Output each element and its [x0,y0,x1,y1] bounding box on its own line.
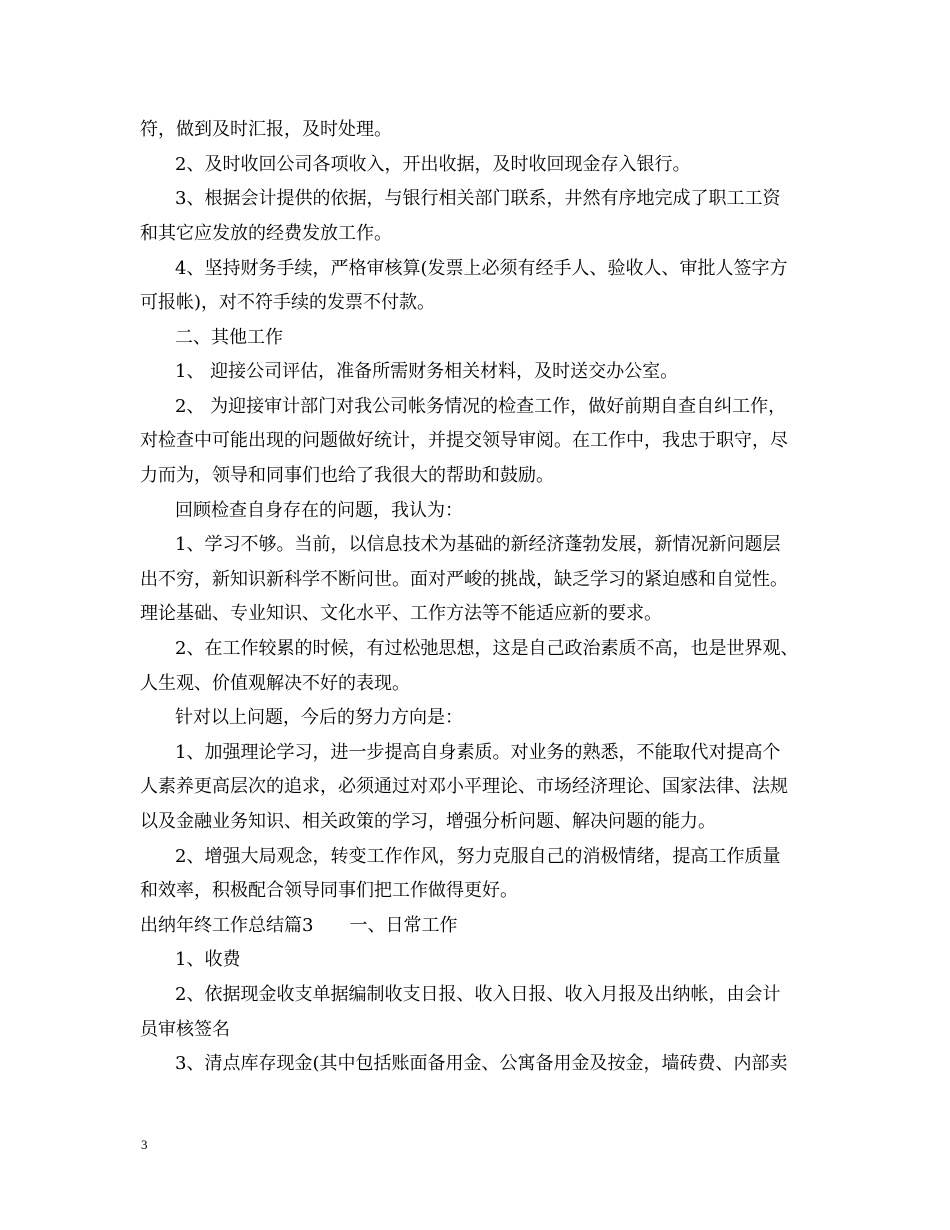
text-line-12: 回顾检查自身存在的问题，我认为： [175,500,463,521]
text-line-17: 人生观、价值观解决不好的表现。 [140,673,410,694]
section-heading-other-work: 二、其他工作 [175,327,283,348]
text-line-23: 和效率，积极配合领导同事们把工作做得更好。 [140,880,518,901]
text-line-1: 符，做到及时汇报，及时处理。 [140,119,392,140]
text-line-3: 3、根据会计提供的依据，与银行相关部门联系，井然有序地完成了职工工资 [175,188,781,209]
text-line-15: 理论基础、专业知识、文化水平、工作方法等不能适应新的要求。 [140,603,662,624]
text-line-18: 针对以上问题，今后的努力方向是： [175,707,463,728]
text-line-10: 对检查中可能出现的问题做好统计，并提交领导审阅。在工作中，我忠于职守，尽 [140,430,788,451]
text-line-19: 1、加强理论学习，进一步提高自身素质。对业务的熟悉，不能取代对提高个 [175,742,781,763]
text-line-28: 3、清点库存现金(其中包括账面备用金、公寓备用金及按金，墙砖费、内部卖 [175,1053,788,1074]
text-line-2: 2、及时收回公司各项收入，开出收据，及时收回现金存入银行。 [175,154,691,175]
text-line-26: 2、依据现金收支单据编制收支日报、收入日报、收入月报及出纳帐，由会计 [175,984,781,1005]
text-line-20: 人素养更高层次的追求，必须通过对邓小平理论、市场经济理论、国家法律、法规 [140,776,788,797]
text-line-27: 员审核签名 [140,1019,230,1040]
text-line-5: 4、坚持财务手续，严格审核算(发票上必须有经手人、验收人、审批人签字方 [175,258,788,279]
text-line-9: 2、 为迎接审计部门对我公司帐务情况的检查工作，做好前期自查自纠工作， [175,396,787,417]
text-line-16: 2、在工作较累的时候，有过松弛思想，这是自己政治素质不高，也是世界观、 [175,638,799,659]
text-line-21: 以及金融业务知识、相关政策的学习，增强分析问题、解决问题的能力。 [140,811,716,832]
text-line-14: 出不穷，新知识新科学不断问世。面对严峻的挑战，缺乏学习的紧迫感和自觉性。 [140,569,788,590]
text-line-8: 1、 迎接公司评估，准备所需财务相关材料，及时送交办公室。 [175,361,679,382]
text-line-25: 1、收费 [175,949,241,970]
text-line-22: 2、增强大局观念，转变工作作风，努力克服自己的消极情绪，提高工作质量 [175,846,781,867]
text-line-13: 1、学习不够。当前，以信息技术为基础的新经济蓬勃发展，新情况新问题层 [175,534,781,555]
text-line-6: 可报帐)，对不符手续的发票不付款。 [140,292,436,313]
page-number: 3 [141,1137,148,1152]
text-line-4: 和其它应发放的经费发放工作。 [140,223,392,244]
text-line-11: 力而为，领导和同事们也给了我很大的帮助和鼓励。 [140,465,554,486]
section-title-part-3: 出纳年终工作总结篇3 一、日常工作 [140,915,458,936]
